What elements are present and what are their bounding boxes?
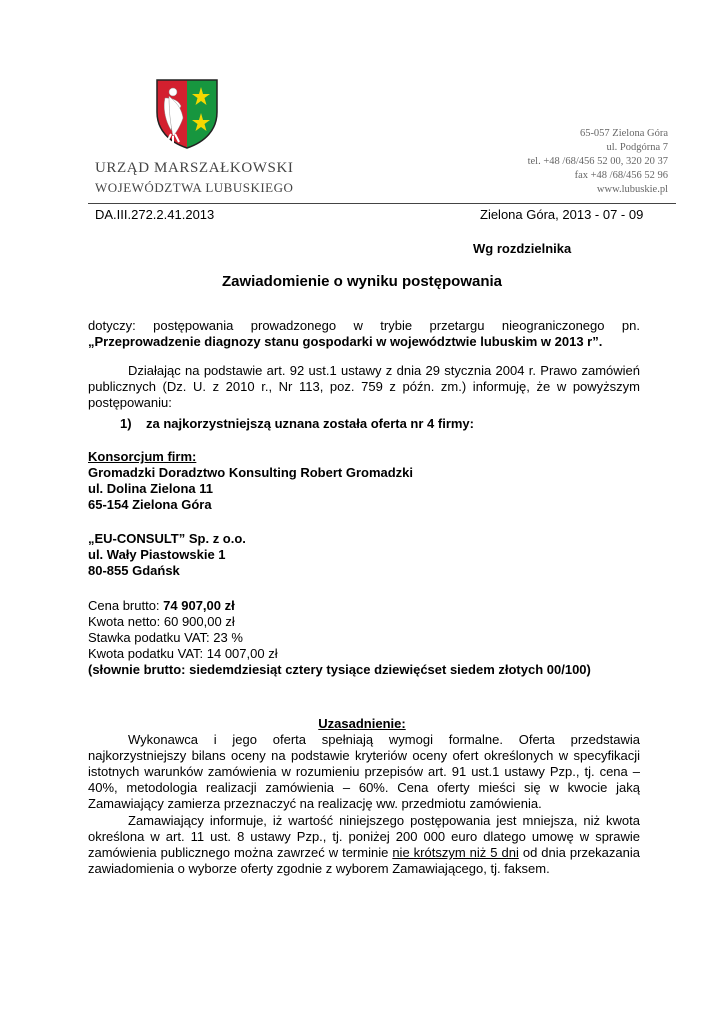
firm2-name: „EU-CONSULT” Sp. z o.o.: [88, 531, 246, 546]
address-line: ul. Podgórna 7: [606, 142, 668, 153]
gross-price: [88, 598, 235, 614]
justification-p2-start: Zamawiający informuje, iż wartość niniejszego postępowania jest mniejsza, niż kwota określona w art. 11 ust. 8 ustawy Pzp., tj. poniżej 200 000 euro dlatego umowę w sprawie zamówienia publicznego można zawrzeć w terminie: [88, 813, 640, 860]
justification-paragraph-2: [88, 813, 640, 877]
org-name-line1: URZĄD MARSZAŁKOWSKI: [95, 160, 294, 176]
net-amount: Kwota netto: 60 900,00 zł: [88, 614, 235, 629]
point-number: 1): [120, 416, 132, 431]
justification-p2-deadline: nie krótszym niż 5 dni: [392, 845, 519, 860]
reference-number: DA.III.272.2.41.2013: [95, 207, 215, 222]
regarding-subject: „Przeprowadzenie diagnozy stanu gospodarki w województwie lubuskim w 2013 r”.: [88, 334, 603, 349]
document-title: Zawiadomienie o wyniku postępowania: [221, 273, 503, 290]
justification-paragraph-1: Wykonawca i jego oferta spełniają wymogi formalne. Oferta przedstawia najkorzystniejszy bilans oceny na podstawie kryteriów oceny ofert określonych w specyfikacji istotnych warunków zamówienia w rozumieniu przepisów art. 91 ust.1 ustawy Pzp., tj. cena – 40%, metodologia realizacji zamówienia – 60%. Cena oferty mieści się w kwocie jaką Zamawiający zamierza przeznaczyć na realizację ww. przedmiotu zamówienia.: [88, 732, 640, 811]
vat-rate: Stawka podatku VAT: 23 %: [88, 630, 243, 645]
shield-green-half: [187, 80, 217, 148]
legal-basis-paragraph: Działając na podstawie art. 92 ust.1 ustawy z dnia 29 stycznia 2004 r. Prawo zamówień publicznych (Dz. U. z 2010 r., Nr 113, poz. 759 z późn. zm.) informuję, że w powyższym postępowaniu:: [88, 363, 640, 410]
coat-of-arms-logo: [155, 78, 219, 150]
address-line: tel. +48 /68/456 52 00, 320 20 37: [527, 156, 668, 167]
address-block: [528, 127, 668, 197]
point-text: za najkorzystniejszą uznana została oferta nr 4 firmy:: [146, 416, 474, 431]
regarding-prefix: dotyczy: postępowania prowadzonego w trybie przetargu nieograniczonego pn.: [88, 318, 640, 333]
firm1-city: 65-154 Zielona Góra: [88, 497, 212, 512]
justification-heading: Uzasadnienie:: [318, 716, 406, 731]
org-name-line2: WOJEWÓDZTWA LUBUSKIEGO: [95, 180, 294, 195]
address-line: fax +48 /68/456 52 96: [574, 170, 668, 181]
firm1-street: ul. Dolina Zielona 11: [88, 481, 213, 496]
place-date: Zielona Góra, 2013 - 07 - 09: [480, 207, 644, 222]
distribution-note: Wg rozdzielnika: [473, 241, 572, 256]
regarding-paragraph: [88, 318, 640, 350]
consortium-heading: Konsorcjum firm:: [88, 449, 197, 464]
address-line: 65-057 Zielona Góra: [579, 128, 668, 139]
vat-amount: Kwota podatku VAT: 14 007,00 zł: [88, 646, 278, 661]
gross-price-value: 74 907,00 zł: [163, 598, 235, 613]
justification-p2-end: od dnia przekazania zawiadomienia o wyborze oferty zgodnie z wyborem Zamawiającego, tj. faksem.: [88, 845, 640, 876]
firm1-name: Gromadzki Doradztwo Konsulting Robert Gromadzki: [88, 465, 414, 480]
amount-in-words: (słownie brutto: siedemdziesiąt cztery tysiące dziewięćset siedem złotych 00/100): [88, 662, 591, 677]
website-link[interactable]: www.lubuskie.pl: [596, 184, 668, 195]
firm2-street: ul. Wały Piastowskie 1: [88, 547, 226, 562]
firm2-city: 80-855 Gdańsk: [88, 563, 180, 578]
gross-price-label: Cena brutto:: [88, 598, 164, 613]
header-divider: [88, 203, 676, 204]
